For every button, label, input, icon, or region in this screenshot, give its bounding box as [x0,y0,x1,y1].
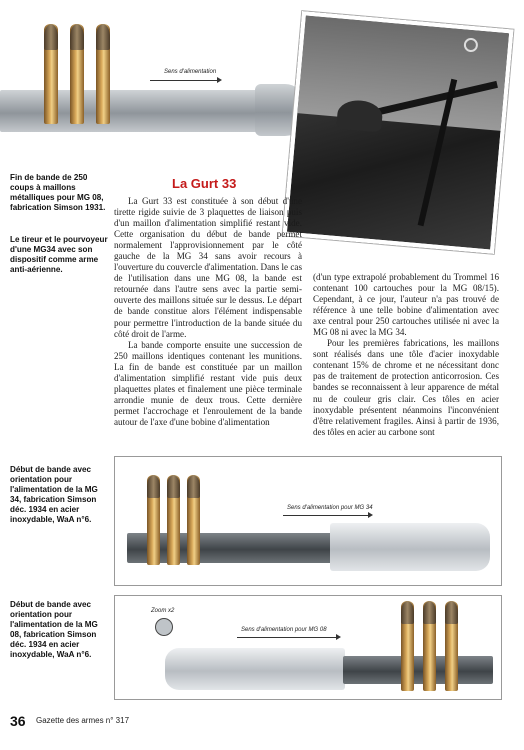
paragraph: Pour les premières fabrications, les maillons sont réalisés dans une tôle d'acier inoxydable contenant 15% de chrome et ne nécessitant donc pas de traitement de protection anticorrosion. Ces bandes se reconnaissent à leur apparence de métal nu de couleur gris clair. Ces tôles en acier inoxydable présentent néanmoins l'inconvénient d'être relativement fragiles. Ainsi à partir de 1936, des tôles en acier au carbone sont [313,338,499,437]
feed-direction-label: Sens d'alimentation pour MG 34 [287,505,373,511]
caption-soldier: Le tireur et le pourvoyeur d'une MG34 avec son dispositif comme arme anti-aérienne. [10,235,108,274]
feed-direction-label: Sens d'alimentation [164,69,217,75]
paragraph: La Gurt 33 est constituée à son début d'une tirette rigide suivie de 3 plaquettes de liaison puis d'un maillon d'alimentation simplifié restant vide. Cette organisation du début de bande permet normalement l'approvisionnement par le côté gauche de la MG 34 sans avoir recours à l'ouverture du couvercle d'alimentation. Dans le cas de l'utilisation dans une MG 08, la bande est retournée dans l'autre sens avec la partie semi-ouverte des maillons située sur le dessus. Le départ de bande constitue alors l'élément indispensable pour permettre l'introduction de la bande située du côté droit de l'arme. [114,196,302,339]
article-title: La Gurt 33 [172,176,237,191]
paragraph: La bande comporte ensuite une succession de 250 maillons identiques contenant les munitions. La fin de bande est constituée par un maillon d'alimentation simplifié restant vide puis deux plaquettes plates et finalement une pièce terminale arrondie munie de deux trous. Cette dernière permet l'accrochage et l'enroulement de la bande autour de l'axe d'une bobine d'alimentation [114,339,302,427]
caption-belt-mg34: Début de bande avec orientation pour l'alimentation de la MG 34, fabrication Simson déc. 1934 en acier inoxydable, WaA n°6. [10,465,98,524]
feed-direction-label: Sens d'alimentation pour MG 08 [241,627,327,633]
cartridge [401,601,414,691]
belt-leader-tab [165,648,345,690]
cartridge [44,24,58,124]
zoom-circle [155,618,173,636]
article-column-right [313,272,499,438]
belt-strip [343,656,493,684]
cartridge [147,475,160,565]
zoom-label: Zoom x2 [151,608,175,614]
caption-top-belt: Fin de bande de 250 coups à maillons métalliques pour MG 08, fabrication Simson 1931. [10,173,106,212]
belt-leader-tab [330,523,490,571]
article-column-left [114,196,302,428]
caption-belt-mg08: Début de bande avec orientation pour l'alimentation de la MG 08, fabrication Simson déc. 1934 en acier inoxydable, WaA n°6. [10,600,98,659]
cartridge [187,475,200,565]
cartridge [96,24,110,124]
magazine-name: Gazette des armes n° 317 [36,716,130,725]
page-number: 36 [10,713,26,729]
belt-mg08-photo [114,595,502,700]
top-belt-photo [0,0,310,160]
arrow-right-icon [237,637,337,638]
belt-mg34-photo [114,456,502,586]
cartridge [70,24,84,124]
cartridge [445,601,458,691]
cartridge [423,601,436,691]
arrow-right-icon [283,515,369,516]
soldier-photo [283,11,514,254]
paragraph: (d'un type extrapolé probablement du Trommel 16 contenant 100 cartouches pour la MG 08/15). Cependant, à ce jour, l'auteur n'a pas trouvé de référence à une telle bobine d'alimentation avec axe central pour 250 cartouches utilisée ni avec la MG 08 ni avec la MG 34. [313,272,499,338]
arrow-right-icon [150,80,218,81]
cartridge [167,475,180,565]
